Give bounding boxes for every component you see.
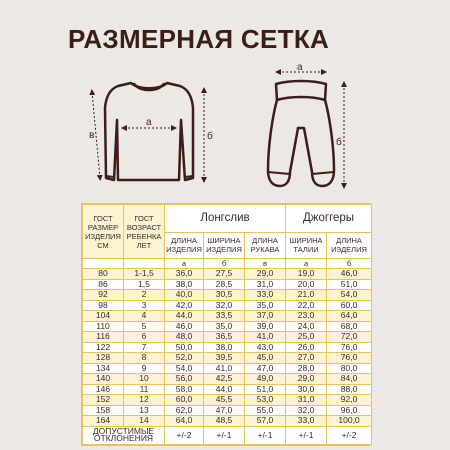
- table-cell: 48,5: [204, 416, 245, 427]
- table-cell: 58,0: [165, 384, 204, 395]
- table-cell: 100,0: [327, 416, 372, 427]
- table-cell: 33,0: [245, 290, 286, 301]
- subheader-cell: ДЛИНА РУКАВА: [245, 232, 286, 258]
- joggers-label-b: б: [336, 137, 342, 148]
- table-cell: 44,0: [165, 311, 204, 322]
- table-row: [83, 363, 372, 374]
- table-cell: 76,0: [327, 342, 372, 353]
- table-cell: 92,0: [327, 395, 372, 406]
- table-cell: 24,0: [286, 321, 327, 332]
- table-cell: 41,0: [204, 363, 245, 374]
- header-gost-size: ГОСТ РАЗМЕР ИЗДЕЛИЯ СМ: [83, 205, 124, 259]
- table-cell: 38,0: [165, 279, 204, 290]
- table-cell: 47,0: [204, 405, 245, 416]
- table-cell: 68,0: [327, 321, 372, 332]
- table-cell: 45,5: [204, 395, 245, 406]
- table-cell: 31,0: [245, 279, 286, 290]
- table-row: [83, 342, 372, 353]
- table-cell: 1,5: [124, 279, 165, 290]
- longsleeve-outline: [105, 83, 193, 180]
- table-cell: 35,0: [245, 300, 286, 311]
- letter-cell-empty: [83, 259, 124, 269]
- size-table-container: [81, 203, 370, 446]
- table-cell: 27,5: [204, 269, 245, 280]
- table-cell: 22,0: [286, 300, 327, 311]
- table-cell: 55,0: [245, 405, 286, 416]
- table-cell: 35,0: [204, 321, 245, 332]
- table-cell: 56,0: [165, 374, 204, 385]
- header-joggers: Джоггеры: [286, 205, 372, 233]
- table-cell: 46,0: [165, 321, 204, 332]
- table-row: [83, 269, 372, 280]
- table-row: [83, 395, 372, 406]
- table-row: [83, 290, 372, 301]
- table-cell: 57,0: [245, 416, 286, 427]
- table-cell: 86: [83, 279, 124, 290]
- table-cell: 41,0: [245, 332, 286, 343]
- tolerance-label: ДОПУСТИМЫЕ ОТКЛОНЕНИЯ: [83, 426, 165, 444]
- table-cell: 10: [124, 374, 165, 385]
- table-cell: 29,0: [286, 374, 327, 385]
- table-cell: 80: [83, 269, 124, 280]
- joggers-waistband: [276, 81, 326, 100]
- table-cell: 92: [83, 290, 124, 301]
- tolerance-cell: +/-2: [327, 426, 372, 444]
- table-cell: 7: [124, 342, 165, 353]
- table-cell: 43,0: [245, 342, 286, 353]
- joggers-label-a: а: [297, 62, 303, 73]
- table-cell: 64,0: [327, 311, 372, 322]
- table-cell: 23,0: [286, 311, 327, 322]
- longsleeve-illustration: [105, 83, 193, 180]
- garment-diagrams: [0, 0, 450, 200]
- table-cell: 152: [83, 395, 124, 406]
- table-cell: 96,0: [327, 405, 372, 416]
- table-row: [83, 279, 372, 290]
- table-cell: 30,0: [286, 384, 327, 395]
- table-cell: 47,0: [245, 363, 286, 374]
- table-cell: 140: [83, 374, 124, 385]
- letter-cell: а: [286, 259, 327, 269]
- table-row: [83, 311, 372, 322]
- table-row: [83, 416, 372, 427]
- table-cell: 49,0: [245, 374, 286, 385]
- table-cell: 72,0: [327, 332, 372, 343]
- longsleeve-label-b: б: [207, 131, 213, 142]
- table-cell: 33,5: [204, 311, 245, 322]
- table-cell: 88,0: [327, 384, 372, 395]
- table-cell: 46,0: [327, 269, 372, 280]
- table-cell: 80,0: [327, 363, 372, 374]
- table-row: [83, 384, 372, 395]
- table-cell: 45,0: [245, 353, 286, 364]
- table-cell: 12: [124, 395, 165, 406]
- tolerance-cell: +/-1: [245, 426, 286, 444]
- table-cell: 19,0: [286, 269, 327, 280]
- table-cell: 164: [83, 416, 124, 427]
- table-cell: 122: [83, 342, 124, 353]
- table-cell: 6: [124, 332, 165, 343]
- table-cell: 104: [83, 311, 124, 322]
- table-cell: 33,0: [286, 416, 327, 427]
- subheader-cell: ДЛИНА ИЗДЕЛИЯ: [165, 232, 204, 258]
- table-cell: 60,0: [165, 395, 204, 406]
- table-cell: 84,0: [327, 374, 372, 385]
- table-cell: 26,0: [286, 342, 327, 353]
- table-cell: 54,0: [165, 363, 204, 374]
- table-cell: 25,0: [286, 332, 327, 343]
- table-cell: 39,0: [245, 321, 286, 332]
- table-cell: 11: [124, 384, 165, 395]
- table-cell: 134: [83, 363, 124, 374]
- table-cell: 42,0: [165, 300, 204, 311]
- table-cell: 36,0: [165, 269, 204, 280]
- table-cell: 158: [83, 405, 124, 416]
- table-cell: 60,0: [327, 300, 372, 311]
- table-cell: 3: [124, 300, 165, 311]
- table-cell: 8: [124, 353, 165, 364]
- table-cell: 50,0: [165, 342, 204, 353]
- table-cell: 32,0: [286, 405, 327, 416]
- table-cell: 62,0: [165, 405, 204, 416]
- letter-cell: б: [327, 259, 372, 269]
- size-table-body: [83, 269, 372, 427]
- table-cell: 28,5: [204, 279, 245, 290]
- table-cell: 13: [124, 405, 165, 416]
- table-row: [83, 300, 372, 311]
- table-row: [83, 374, 372, 385]
- table-cell: 40,0: [165, 290, 204, 301]
- tolerance-cell: +/-1: [204, 426, 245, 444]
- header-gost-age: ГОСТ ВОЗРАСТ РЕБЕНКА ЛЕТ: [124, 205, 165, 259]
- longsleeve-label-a: а: [146, 117, 152, 128]
- table-cell: 2: [124, 290, 165, 301]
- table-cell: 9: [124, 363, 165, 374]
- table-cell: 51,0: [327, 279, 372, 290]
- subheader-cell: ШИРИНА ИЗДЕЛИЯ: [204, 232, 245, 258]
- table-cell: 98: [83, 300, 124, 311]
- table-cell: 54,0: [327, 290, 372, 301]
- size-table: [82, 204, 372, 445]
- table-cell: 128: [83, 353, 124, 364]
- table-cell: 76,0: [327, 353, 372, 364]
- table-row: [83, 353, 372, 364]
- table-cell: 39,5: [204, 353, 245, 364]
- tolerance-cell: +/-2: [165, 426, 204, 444]
- table-cell: 1-1,5: [124, 269, 165, 280]
- table-cell: 29,0: [245, 269, 286, 280]
- table-cell: 32,0: [204, 300, 245, 311]
- letter-cell-empty: [124, 259, 165, 269]
- table-cell: 36,5: [204, 332, 245, 343]
- table-cell: 37,0: [245, 311, 286, 322]
- table-cell: 21,0: [286, 290, 327, 301]
- table-cell: 110: [83, 321, 124, 332]
- table-cell: 52,0: [165, 353, 204, 364]
- letter-cell: б: [204, 259, 245, 269]
- table-cell: 44,0: [204, 384, 245, 395]
- subheader-cell: ШИРИНА ТАЛИИ: [286, 232, 327, 258]
- table-cell: 146: [83, 384, 124, 395]
- table-cell: 42,5: [204, 374, 245, 385]
- longsleeve-measures: [92, 90, 204, 180]
- table-cell: 38,0: [204, 342, 245, 353]
- joggers-illustration: [268, 81, 334, 186]
- page-title: РАЗМЕРНАЯ СЕТКА: [68, 24, 330, 54]
- letter-cell: в: [245, 259, 286, 269]
- table-row: [83, 405, 372, 416]
- table-cell: 5: [124, 321, 165, 332]
- table-cell: 20,0: [286, 279, 327, 290]
- table-cell: 64,0: [165, 416, 204, 427]
- table-cell: 48,0: [165, 332, 204, 343]
- table-cell: 116: [83, 332, 124, 343]
- table-cell: 53,0: [245, 395, 286, 406]
- table-cell: 28,0: [286, 363, 327, 374]
- table-cell: 27,0: [286, 353, 327, 364]
- table-row: [83, 321, 372, 332]
- table-cell: 31,0: [286, 395, 327, 406]
- table-row: [83, 332, 372, 343]
- table-cell: 4: [124, 311, 165, 322]
- tolerance-cell: +/-1: [286, 426, 327, 444]
- header-longsleeve: Лонгслив: [165, 205, 286, 233]
- table-cell: 51,0: [245, 384, 286, 395]
- table-cell: 30,5: [204, 290, 245, 301]
- table-cell: 14: [124, 416, 165, 427]
- letter-cell: а: [165, 259, 204, 269]
- longsleeve-label-v: в: [89, 130, 95, 141]
- subheader-cell: ДЛИНА ИЗДЕЛИЯ: [327, 232, 372, 258]
